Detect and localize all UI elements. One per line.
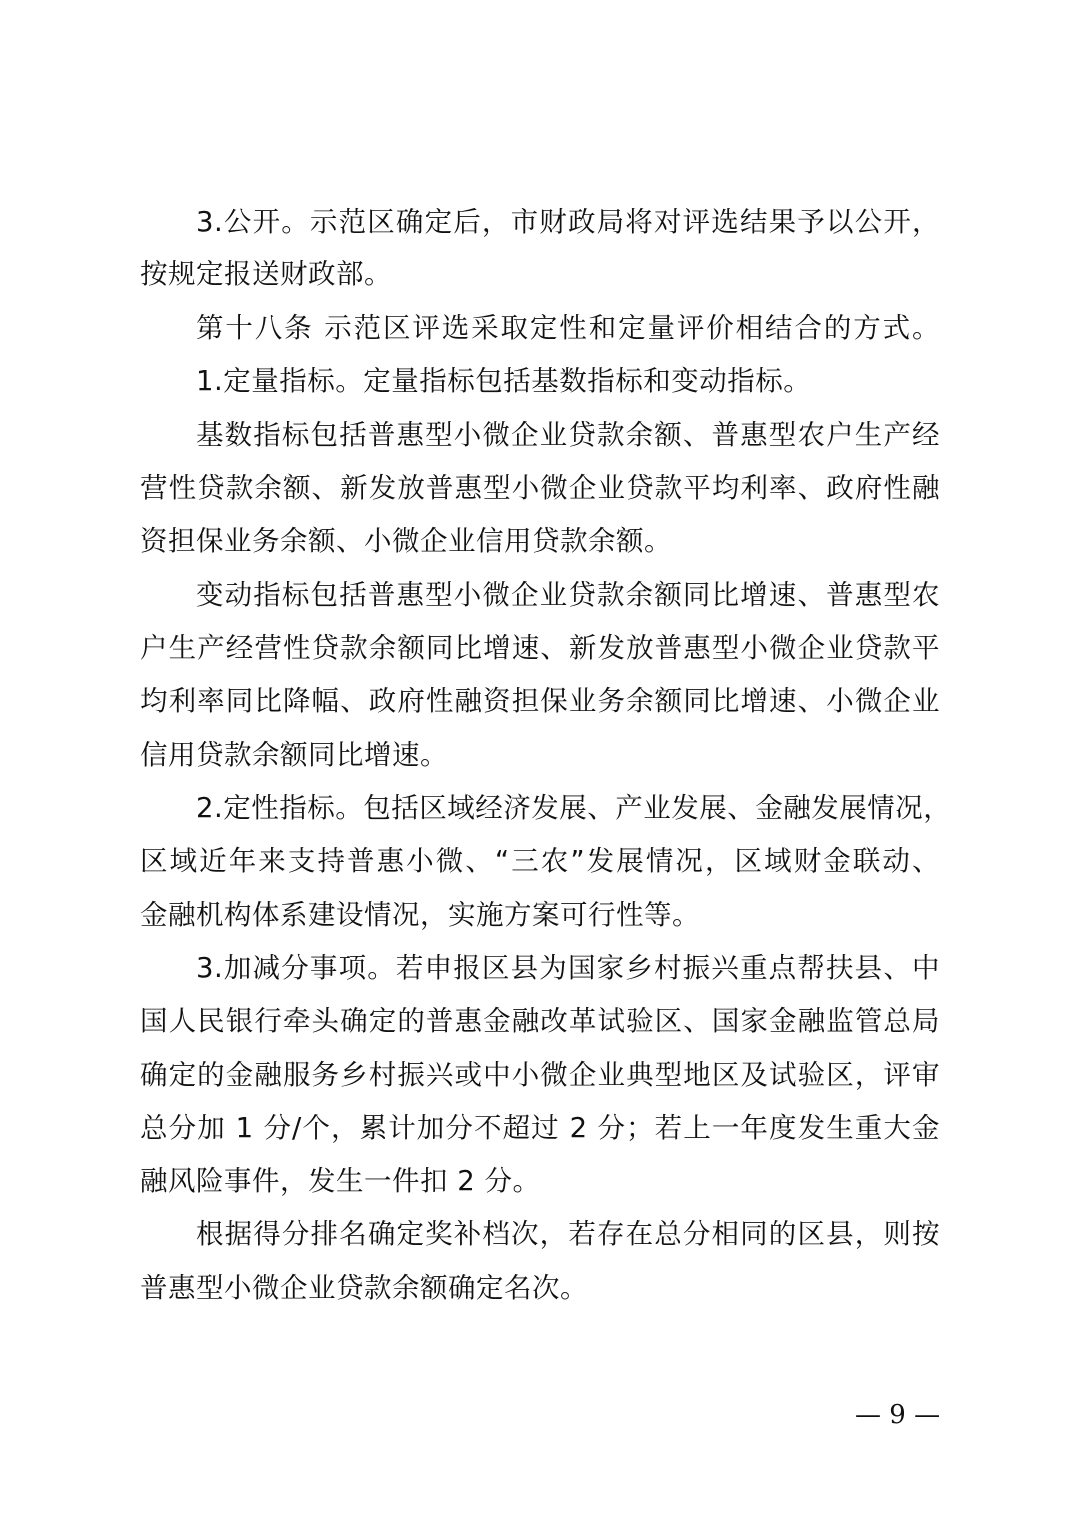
paragraph-line: 区域近年来支持普惠小微、“三农”发展情况，区域财金联动、 <box>140 845 940 877</box>
paragraph-line: 总分加 1 分/个，累计加分不超过 2 分；若上一年度发生重大金 <box>140 1112 940 1144</box>
article-heading-line: 第十八条 示范区评选采取定性和定量评价相结合的方式。 <box>196 312 940 344</box>
paragraph-line: 确定的金融服务乡村振兴或中小微企业典型地区及试验区，评审 <box>140 1059 940 1091</box>
paragraph-line: 普惠型小微企业贷款余额确定名次。 <box>140 1272 588 1304</box>
paragraph-line: 根据得分排名确定奖补档次，若存在总分相同的区县，则按 <box>196 1218 940 1250</box>
paragraph-line: 融风险事件，发生一件扣 2 分。 <box>140 1165 541 1197</box>
paragraph-line: 信用贷款余额同比增速。 <box>140 739 448 771</box>
paragraph-line: 按规定报送财政部。 <box>140 258 392 290</box>
paragraph-line: 户生产经营性贷款余额同比增速、新发放普惠型小微企业贷款平 <box>140 632 940 664</box>
paragraph-line: 3.公开。示范区确定后，市财政局将对评选结果予以公开， <box>196 206 940 238</box>
paragraph-line: 营性贷款余额、新发放普惠型小微企业贷款平均利率、政府性融 <box>140 472 940 504</box>
paragraph-line: 3.加减分事项。若申报区县为国家乡村振兴重点帮扶县、中 <box>196 952 940 984</box>
paragraph-line: 国人民银行牵头确定的普惠金融改革试验区、国家金融监管总局 <box>140 1005 940 1037</box>
paragraph-line: 均利率同比降幅、政府性融资担保业务余额同比增速、小微企业 <box>140 685 940 717</box>
paragraph-line: 1.定量指标。定量指标包括基数指标和变动指标。 <box>196 365 812 397</box>
paragraph-line: 2.定性指标。包括区域经济发展、产业发展、金融发展情况， <box>196 792 952 824</box>
page-number: — 9 — <box>855 1400 941 1430</box>
paragraph-line: 金融机构体系建设情况，实施方案可行性等。 <box>140 899 700 931</box>
paragraph-line: 变动指标包括普惠型小微企业贷款余额同比增速、普惠型农 <box>196 579 940 611</box>
paragraph-line: 资担保业务余额、小微企业信用贷款余额。 <box>140 525 672 557</box>
paragraph-line: 基数指标包括普惠型小微企业贷款余额、普惠型农户生产经 <box>196 419 940 451</box>
